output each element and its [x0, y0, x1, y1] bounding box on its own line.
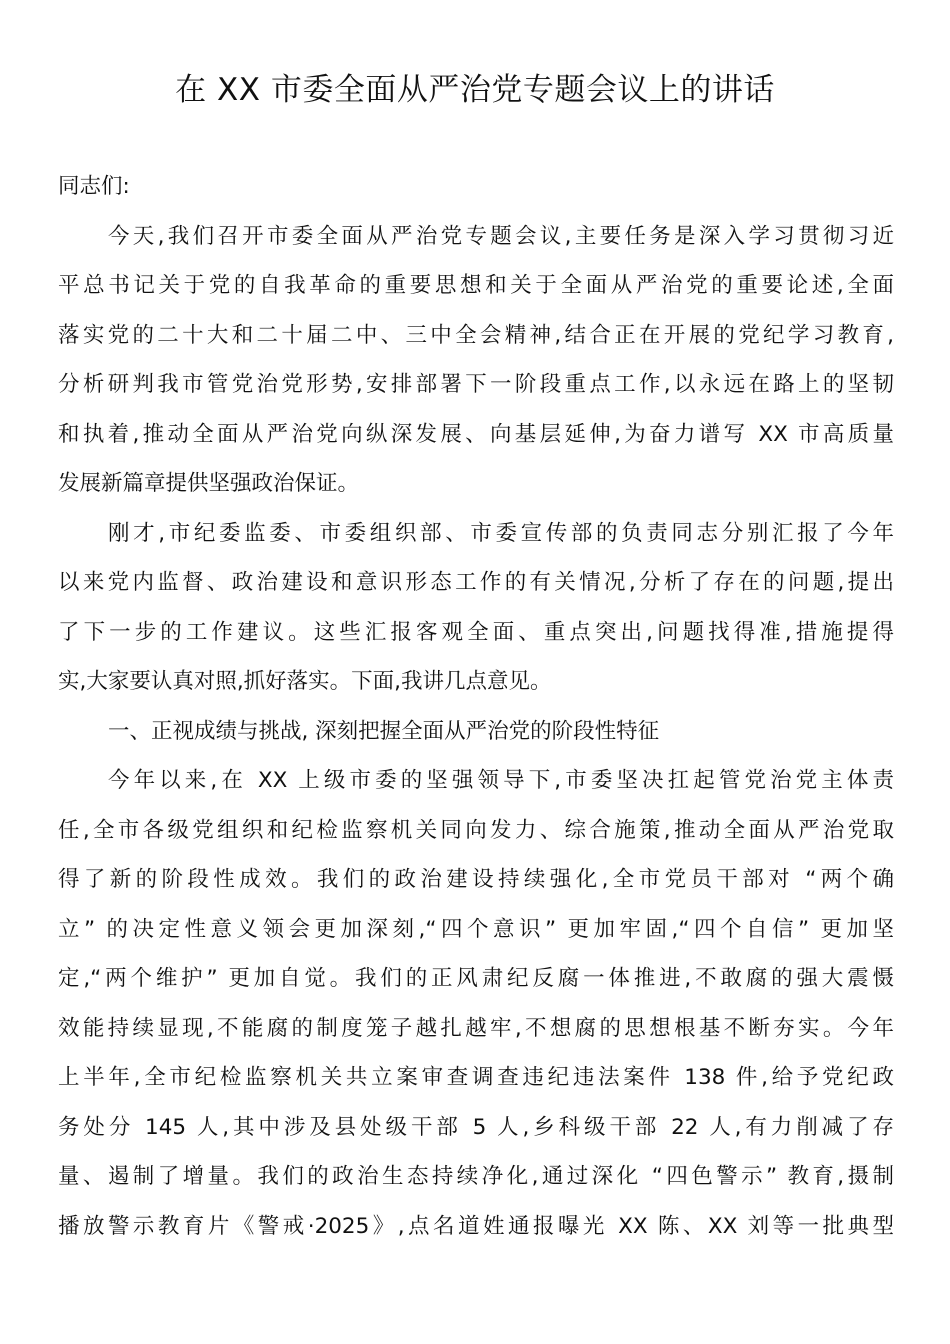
text-line: 同志们:	[58, 174, 130, 199]
text-line: 落实党的二十大和二十届二中、三中全会精神,结合正在开展的党纪学习教育,	[58, 322, 894, 348]
text-line: 得了新的阶段性成效。我们的政治建设持续强化,全市党员干部对 “两个确	[58, 867, 894, 892]
text-line: 量、遏制了增量。我们的政治生态持续净化,通过深化 “四色警示” 教育,摄制	[58, 1164, 894, 1189]
text-line: 了下一步的工作建议。这些汇报客观全面、重点突出,问题找得准,措施提得	[58, 619, 894, 645]
text-line: 务处分 145 人,其中涉及县处级干部 5 人,乡科级干部 22 人,有力削减了存	[58, 1114, 894, 1140]
text-line: 以来党内监督、政治建设和意识形态工作的有关情况,分析了存在的问题,提出	[58, 570, 894, 595]
speech-body	[58, 162, 894, 1251]
text-line: 平总书记关于党的自我革命的重要思想和关于全面从严治党的重要论述,全面	[58, 273, 894, 298]
text-line: 效能持续显现,不能腐的制度笼子越扎越牢,不想腐的思想根基不断夯实。今年	[58, 1015, 894, 1041]
text-line: 上半年,全市纪检监察机关共立案审查调查违纪违法案件 138 件,给予党纪政	[58, 1065, 894, 1090]
text-line: 分析研判我市管党治党形势,安排部署下一阶段重点工作,以永远在路上的坚韧	[58, 372, 894, 397]
text-line: 和执着,推动全面从严治党向纵深发展、向基层延伸,为奋力谱写 XX 市高质量	[58, 421, 894, 447]
text-line: 发展新篇章提供坚强政治保证。	[58, 471, 360, 496]
text-line: 立” 的决定性意义领会更加深刻,“四个意识” 更加牢固,“四个自信” 更加坚	[58, 916, 894, 942]
text-line: 实,大家要认真对照,抓好落实。下面,我讲几点意见。	[58, 669, 552, 694]
text-line: 今天,我们召开市委全面从严治党专题会议,主要任务是深入学习贯彻习近	[108, 223, 894, 249]
page-title: 在 XX 市委全面从严治党专题会议上的讲话	[175, 72, 775, 108]
text-line: 今年以来,在 XX 上级市委的坚强领导下,市委坚决扛起管党治党主体责	[108, 768, 894, 793]
text-line: 任,全市各级党组织和纪检监察机关同向发力、综合施策,推动全面从严治党取	[58, 817, 894, 843]
text-line: 定,“两个维护” 更加自觉。我们的正风肃纪反腐一体推进,不敢腐的强大震慑	[58, 966, 894, 991]
text-line: 刚才,市纪委监委、市委组织部、市委宣传部的负责同志分别汇报了今年	[108, 520, 894, 546]
section-heading: 一、正视成绩与挑战, 深刻把握全面从严治党的阶段性特征	[108, 718, 660, 744]
text-line: 播放警示教育片《警戒·2025》,点名道姓通报曝光 XX 陈、XX 刘等一批典型	[58, 1213, 894, 1239]
